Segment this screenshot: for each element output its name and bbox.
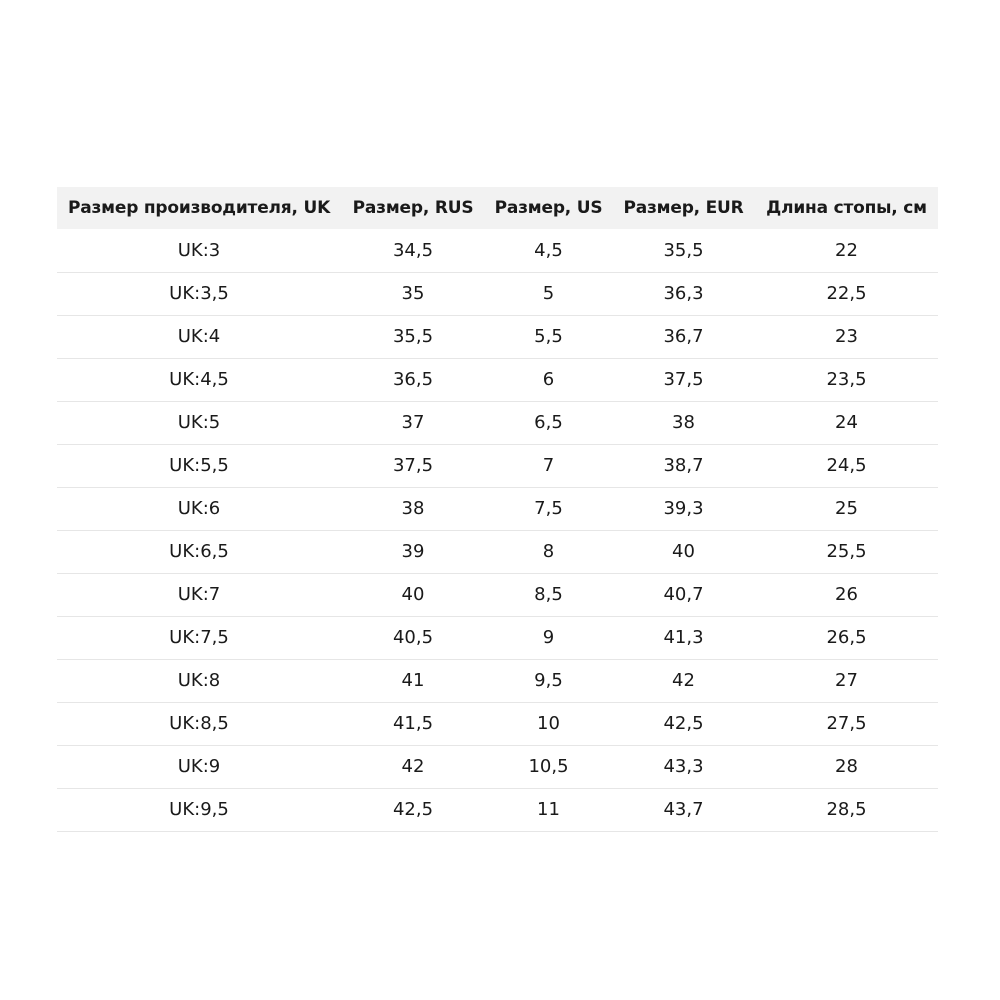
cell-foot-length: 28,5 — [826, 799, 867, 820]
cell-us-size: 10 — [537, 713, 560, 734]
cell-rus-size: 34,5 — [392, 239, 434, 261]
cell-us-size: 6 — [542, 369, 555, 390]
table-body — [57, 229, 938, 831]
cell-eur-size: 41,3 — [663, 627, 704, 648]
cell-eur-size: 43,3 — [663, 756, 704, 777]
table-header — [57, 187, 938, 229]
table-row — [57, 573, 938, 616]
cell-foot-length: 26 — [835, 584, 858, 605]
cell-us-size: 4,5 — [534, 239, 563, 261]
table-row — [57, 702, 938, 745]
cell-uk-size: UK:6,5 — [169, 541, 229, 562]
cell-rus-size: 38 — [401, 498, 425, 519]
table-row — [57, 229, 938, 272]
cell-us-size: 10,5 — [528, 756, 569, 777]
cell-uk-size: UK:5,5 — [169, 455, 229, 476]
header-rus-size: Размер, RUS — [352, 198, 474, 218]
cell-us-size: 6,5 — [534, 412, 563, 433]
cell-eur-size: 40 — [672, 541, 695, 562]
cell-eur-size: 36,3 — [663, 283, 704, 304]
cell-eur-size: 40,7 — [663, 584, 704, 605]
cell-uk-size: UK:9 — [177, 756, 221, 777]
cell-uk-size: UK:9,5 — [169, 799, 229, 820]
cell-rus-size: 35,5 — [392, 326, 434, 347]
cell-rus-size: 39 — [401, 541, 425, 562]
cell-eur-size: 42 — [672, 670, 695, 691]
header-foot-length: Длина стопы, см — [766, 198, 927, 218]
cell-rus-size: 35 — [401, 283, 425, 304]
table-row — [57, 487, 938, 530]
cell-us-size: 9 — [542, 627, 555, 648]
cell-foot-length: 27 — [835, 670, 858, 691]
cell-eur-size: 35,5 — [663, 239, 704, 261]
table-row — [57, 315, 938, 358]
cell-eur-size: 36,7 — [663, 326, 704, 347]
cell-rus-size: 40 — [401, 584, 425, 605]
cell-uk-size: UK:4 — [177, 326, 221, 347]
cell-uk-size: UK:7,5 — [169, 627, 229, 648]
cell-us-size: 7 — [542, 455, 555, 476]
cell-foot-length: 22 — [835, 239, 858, 261]
cell-uk-size: UK:6 — [177, 498, 221, 519]
cell-uk-size: UK:5 — [177, 412, 221, 433]
table-row — [57, 659, 938, 702]
cell-rus-size: 41 — [401, 670, 425, 691]
header-uk-size: Размер производителя, UK — [67, 198, 331, 218]
table-row — [57, 358, 938, 401]
cell-eur-size: 38,7 — [663, 455, 704, 476]
cell-uk-size: UK:8 — [177, 670, 221, 691]
cell-foot-length: 25 — [835, 498, 858, 519]
cell-foot-length: 24,5 — [826, 455, 867, 476]
table-row — [57, 444, 938, 487]
table-row — [57, 745, 938, 788]
cell-us-size: 9,5 — [534, 670, 563, 691]
cell-us-size: 5,5 — [534, 326, 563, 347]
cell-eur-size: 38 — [672, 412, 695, 433]
cell-us-size: 8,5 — [534, 584, 563, 605]
cell-foot-length: 23 — [835, 326, 858, 347]
table-row — [57, 530, 938, 573]
header-row — [57, 187, 938, 229]
cell-rus-size: 42,5 — [392, 799, 434, 820]
table-row — [57, 401, 938, 444]
cell-uk-size: UK:3,5 — [169, 283, 229, 304]
table-row — [57, 788, 938, 831]
cell-us-size: 11 — [537, 799, 560, 820]
cell-foot-length: 22,5 — [826, 283, 867, 304]
header-eur-size: Размер, EUR — [623, 198, 744, 218]
cell-foot-length: 27,5 — [826, 713, 867, 734]
cell-rus-size: 36,5 — [392, 369, 434, 390]
cell-us-size: 8 — [542, 541, 555, 562]
cell-foot-length: 25,5 — [826, 541, 867, 562]
header-us-size: Размер, US — [494, 198, 603, 218]
cell-uk-size: UK:8,5 — [169, 713, 229, 734]
cell-foot-length: 24 — [835, 412, 858, 433]
table-row — [57, 616, 938, 659]
cell-foot-length: 23,5 — [826, 369, 867, 390]
cell-eur-size: 39,3 — [663, 498, 704, 519]
cell-us-size: 7,5 — [534, 498, 563, 519]
cell-eur-size: 37,5 — [663, 369, 704, 390]
cell-us-size: 5 — [542, 283, 555, 304]
cell-foot-length: 28 — [835, 756, 858, 777]
cell-uk-size: UK:7 — [177, 584, 221, 605]
cell-uk-size: UK:3 — [177, 239, 221, 261]
cell-rus-size: 37 — [401, 412, 425, 433]
cell-rus-size: 37,5 — [392, 455, 434, 476]
cell-eur-size: 43,7 — [663, 799, 704, 820]
size-chart-table — [57, 187, 938, 832]
cell-rus-size: 41,5 — [392, 713, 434, 734]
cell-foot-length: 26,5 — [826, 627, 867, 648]
cell-eur-size: 42,5 — [663, 713, 704, 734]
table-row — [57, 272, 938, 315]
cell-uk-size: UK:4,5 — [169, 369, 229, 390]
cell-rus-size: 42 — [401, 756, 425, 777]
cell-rus-size: 40,5 — [392, 627, 434, 648]
